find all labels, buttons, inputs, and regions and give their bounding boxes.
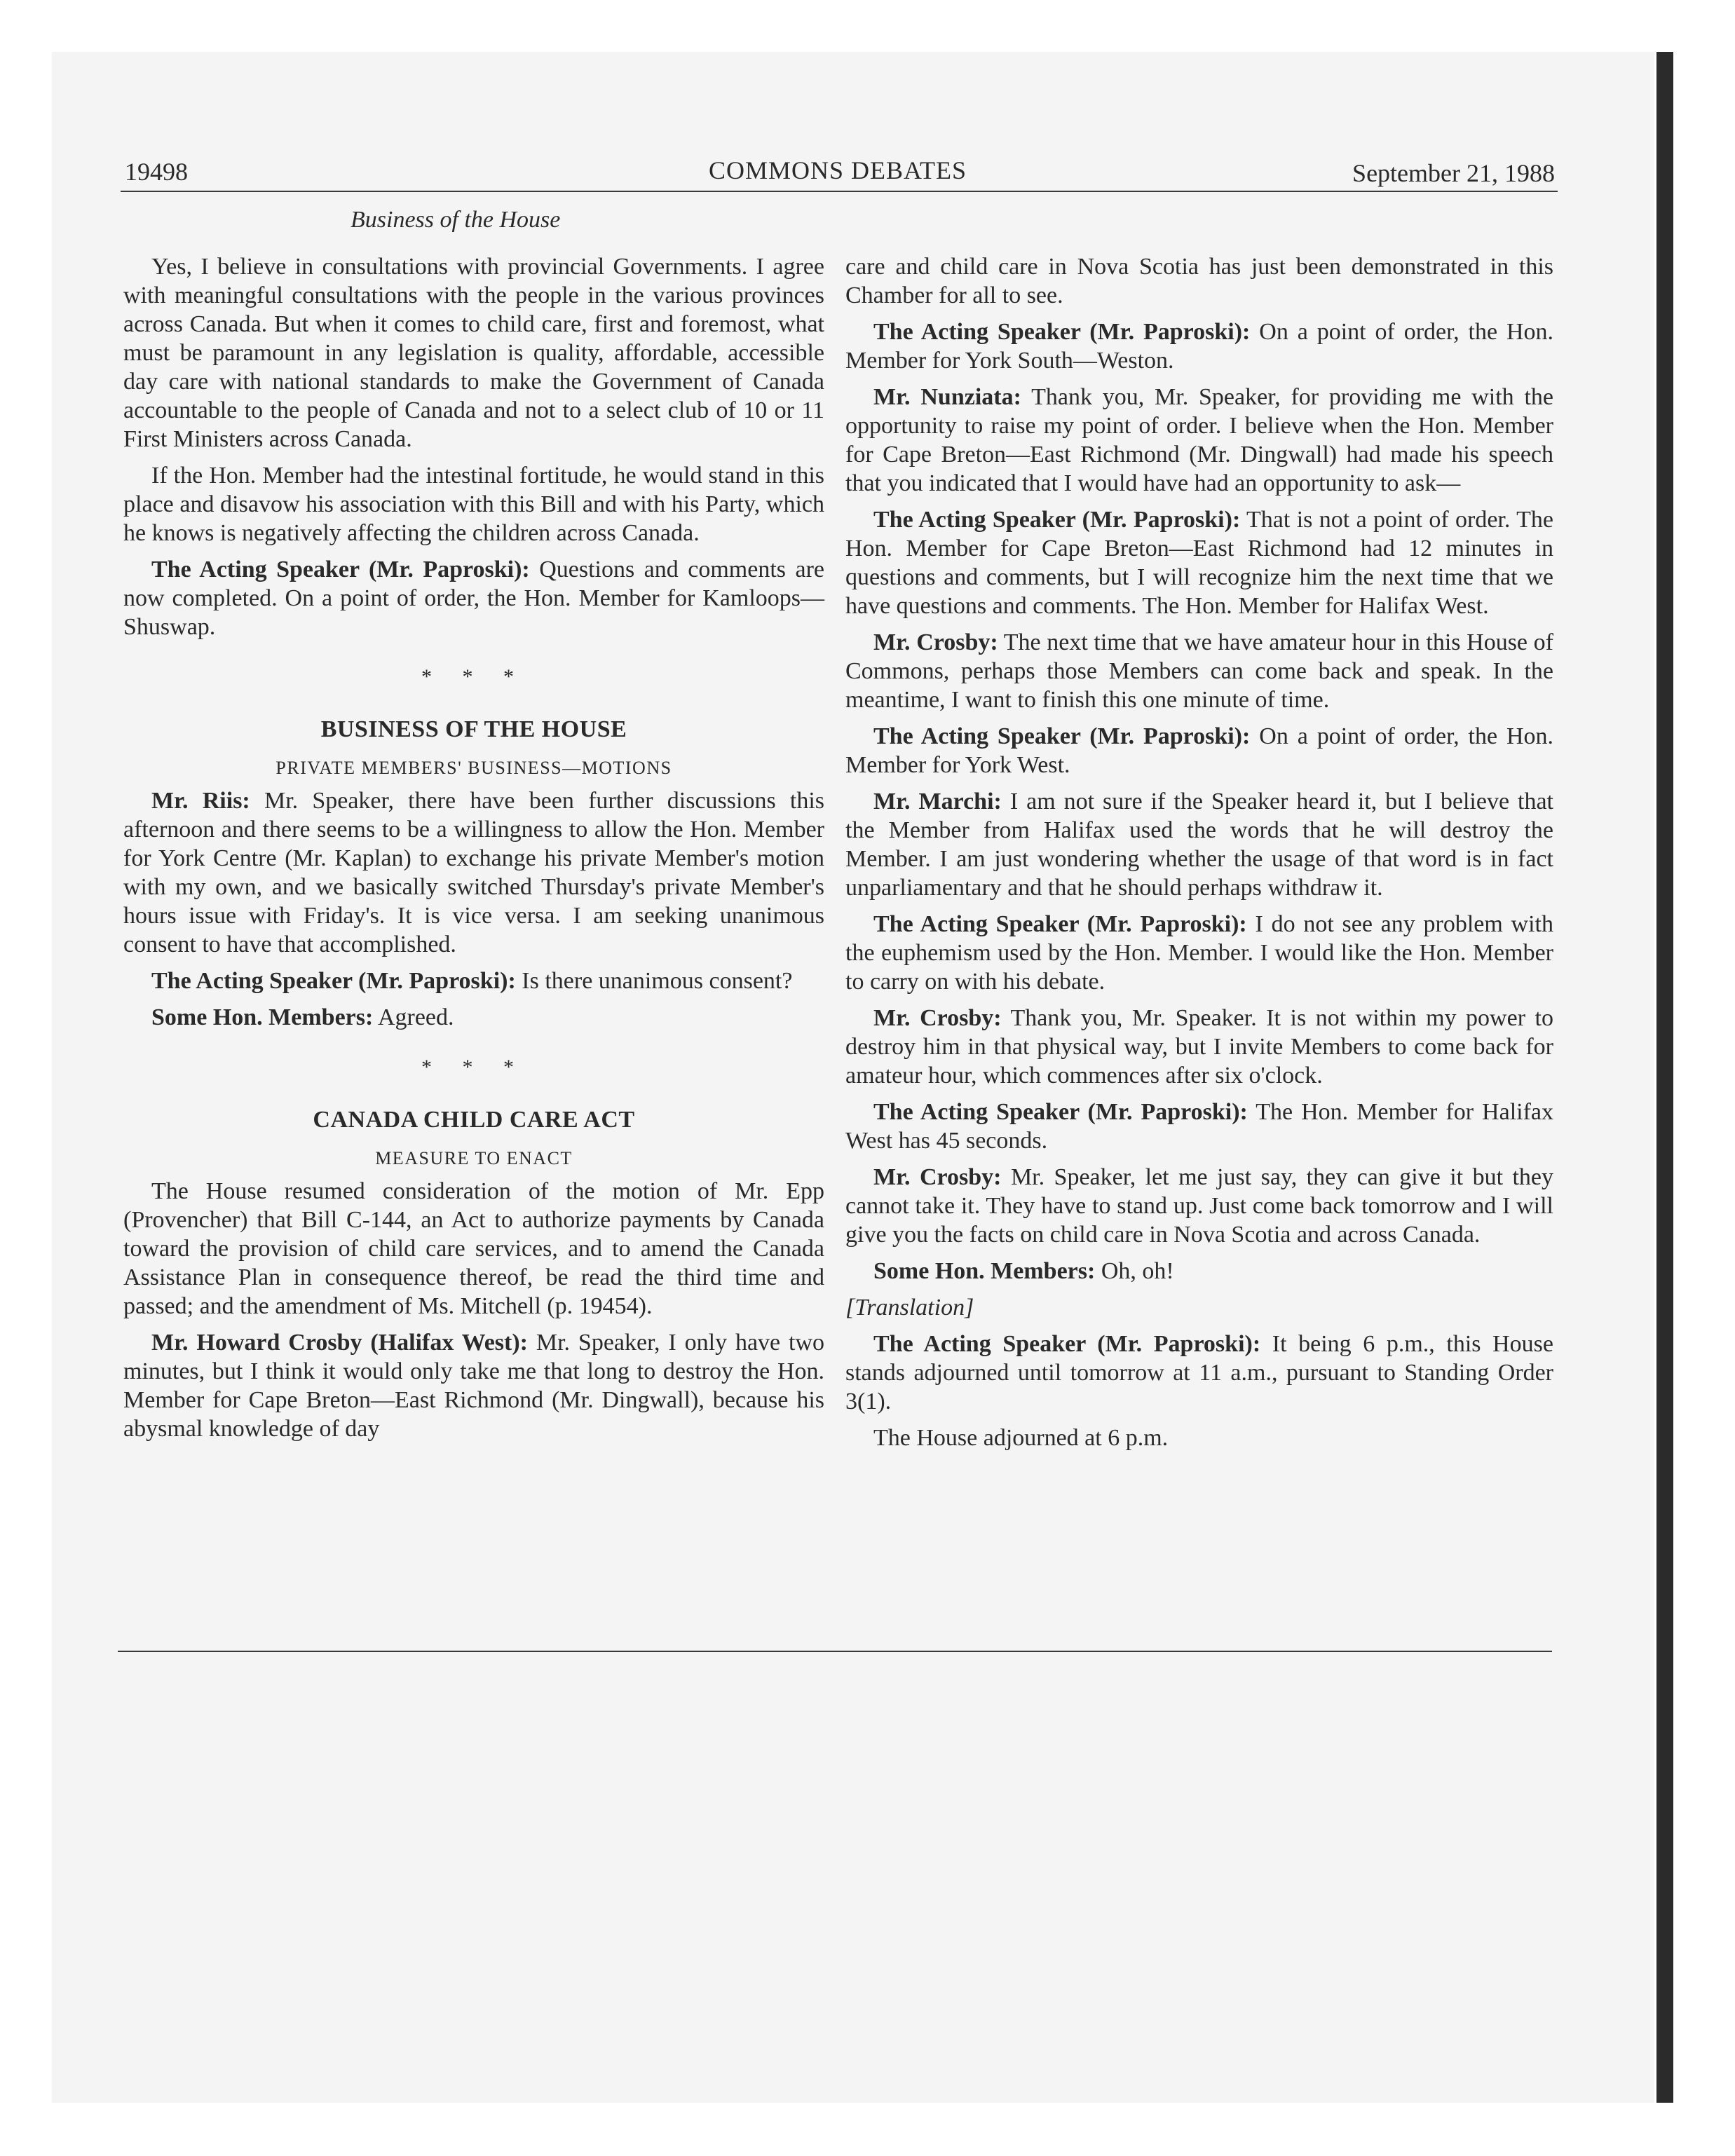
- scan-edge-bar: [1656, 52, 1673, 2103]
- speaker-name: The Acting Speaker (Mr. Paproski):: [151, 557, 530, 582]
- paragraph: [845, 787, 1553, 902]
- paragraph: If the Hon. Member had the intestinal fortitude, he would stand in this place and disavow his association with this Bill and with his Party, which he knows is negatively affecting the children across Canada.: [123, 463, 824, 546]
- paragraph: [123, 1003, 824, 1032]
- paragraph: [845, 1330, 1553, 1416]
- speech-text: That is not a point of order. The Hon. Member for Cape Breton—East Richmond had 12 minutes in questions and comments, but I will recognize him the next time that we have questions and comments. The Hon. Member for Halifax West.: [845, 507, 1553, 619]
- speaker-name: Some Hon. Members:: [873, 1258, 1096, 1284]
- speaker-name: The Acting Speaker (Mr. Paproski):: [873, 723, 1251, 749]
- speech-text: Mr. Speaker, there have been further discussions this afternoon and there seems to be a willingness to allow the Hon. Member for York Centre (Mr. Kaplan) to exchange his private Member's motion with my own, and we basically switched Thursday's private Member's hours issue with Friday's. It is vice versa. I am seeking unanimous consent to have that accomplished.: [123, 788, 825, 957]
- paragraph: care and child care in Nova Scotia has just been demonstrated in this Chamber for all to see.: [845, 254, 1553, 308]
- paragraph: [845, 722, 1553, 779]
- right-column: [845, 252, 1553, 1460]
- translation-note: [Translation]: [845, 1295, 974, 1321]
- speaker-name: The Acting Speaker (Mr. Paproski):: [873, 911, 1247, 937]
- section-separator: * * *: [421, 1056, 526, 1079]
- publication-title: COMMONS DEBATES: [708, 156, 967, 184]
- speech-text: On a point of order, the Hon. Member for York South—Weston.: [845, 319, 1553, 374]
- speech-text: I do not see any problem with the euphemism used by the Hon. Member. I would like the Hon. Member to carry on with his debate.: [845, 911, 1554, 995]
- paragraph: [845, 505, 1553, 620]
- speech-text: Questions and comments are now completed. On a point of order, the Hon. Member for Kamloops—Shuswap.: [123, 557, 824, 640]
- paragraph: [123, 786, 824, 959]
- paragraph: [845, 910, 1553, 996]
- running-head: Business of the House: [351, 207, 561, 233]
- speech-text: It being 6 p.m., this House stands adjourned until tomorrow at 11 a.m., pursuant to Standing Order 3(1).: [845, 1331, 1553, 1414]
- paragraph: [845, 1004, 1553, 1090]
- left-column: [123, 252, 824, 1451]
- paragraph: Yes, I believe in consultations with provincial Governments. I agree with meaningful consultations with the people in the various provinces across Canada. But when it comes to child care, first and foremost, what must be paramount in any legislation is quality, affordable, accessible day care with national standards to make the Government of Canada accountable to the people of Canada and not to a select club of 10 or 11 First Ministers across Canada.: [123, 254, 824, 452]
- speaker-name: Some Hon. Members:: [151, 1004, 374, 1030]
- paragraph: [845, 1098, 1553, 1155]
- paragraph: [123, 555, 824, 641]
- speaker-name: Mr. Riis:: [151, 788, 250, 814]
- speech-text: Agreed.: [373, 1004, 454, 1030]
- paragraph: [845, 383, 1553, 498]
- speaker-name: The Acting Speaker (Mr. Paproski):: [151, 968, 516, 994]
- speaker-name: Mr. Howard Crosby (Halifax West):: [151, 1330, 528, 1356]
- section-separator: * * *: [421, 665, 526, 688]
- speech-text: Oh, oh!: [1095, 1258, 1174, 1284]
- header-rule: [121, 191, 1558, 192]
- section-heading: CANADA CHILD CARE ACT: [313, 1107, 635, 1133]
- section-heading: BUSINESS OF THE HOUSE: [320, 716, 627, 742]
- speech-text: I am not sure if the Speaker heard it, but I believe that the Member from Halifax used the words that he will destroy the Member. I am just wondering whether the usage of that word is in fact unparliamentary and that he should perhaps withdraw it.: [845, 789, 1553, 901]
- speaker-name: The Acting Speaker (Mr. Paproski):: [873, 1331, 1261, 1357]
- speech-text: Thank you, Mr. Speaker, for providing me with the opportunity to raise my point of order. I believe when the Hon. Member for Cape Breton—East Richmond (Mr. Dingwall) had made his speech that you indicated that I would have had an opportunity to ask—: [845, 384, 1553, 496]
- speech-text: Mr. Speaker, let me just say, they can give it but they cannot take it. They have to stand up. Just come back tomorrow and I will give you the facts on child care in Nova Scotia and across Canada.: [845, 1164, 1553, 1248]
- speech-text: On a point of order, the Hon. Member for York West.: [845, 723, 1553, 778]
- speaker-name: The Acting Speaker (Mr. Paproski):: [873, 1099, 1248, 1125]
- paragraph: The House resumed consideration of the motion of Mr. Epp (Provencher) that Bill C-144, an Act to authorize payments by Canada toward the provision of child care services, and to amend the Canada Assistance Plan in consequence thereof, be read the third time and passed; and the amendment of Ms. Mitchell (p. 19454).: [123, 1178, 824, 1319]
- section-subheading: PRIVATE MEMBERS' BUSINESS—MOTIONS: [275, 758, 672, 778]
- speaker-name: Mr. Crosby:: [873, 1005, 1002, 1031]
- speaker-name: Mr. Crosby:: [873, 1164, 1002, 1190]
- section-subheading: MEASURE TO ENACT: [375, 1148, 573, 1168]
- speaker-name: Mr. Nunziata:: [873, 384, 1021, 410]
- speech-text: The Hon. Member for Halifax West has 45 seconds.: [845, 1099, 1553, 1154]
- paragraph: [845, 1257, 1553, 1285]
- page-date: September 21, 1988: [1352, 159, 1555, 187]
- page-header: [121, 156, 1555, 192]
- paragraph: [123, 967, 824, 995]
- footer-rule: [118, 1651, 1552, 1652]
- paragraph: The House adjourned at 6 p.m.: [873, 1425, 1169, 1451]
- paragraph: [845, 318, 1553, 375]
- speaker-name: The Acting Speaker (Mr. Paproski):: [873, 507, 1241, 533]
- speech-text: Mr. Speaker, I only have two minutes, but I think it would only take me that long to destroy the Hon. Member for Cape Breton—East Richmond (Mr. Dingwall), because his abysmal knowledge of day: [123, 1330, 824, 1442]
- paragraph: [123, 1328, 824, 1443]
- speaker-name: Mr. Marchi:: [873, 789, 1002, 814]
- speech-text: The next time that we have amateur hour in this House of Commons, perhaps those Members can come back and speak. In the meantime, I want to finish this one minute of time.: [845, 629, 1553, 713]
- speaker-name: The Acting Speaker (Mr. Paproski):: [873, 319, 1251, 345]
- paragraph: [845, 628, 1553, 714]
- speaker-name: Mr. Crosby:: [873, 629, 998, 655]
- speech-text: Is there unanimous consent?: [515, 968, 793, 994]
- paragraph: [845, 1163, 1553, 1249]
- page-number: 19498: [125, 158, 188, 186]
- speech-text: Thank you, Mr. Speaker. It is not within my power to destroy him in that physical way, but I invite Members to come back for amateur hour, which commences after six o'clock.: [845, 1005, 1553, 1089]
